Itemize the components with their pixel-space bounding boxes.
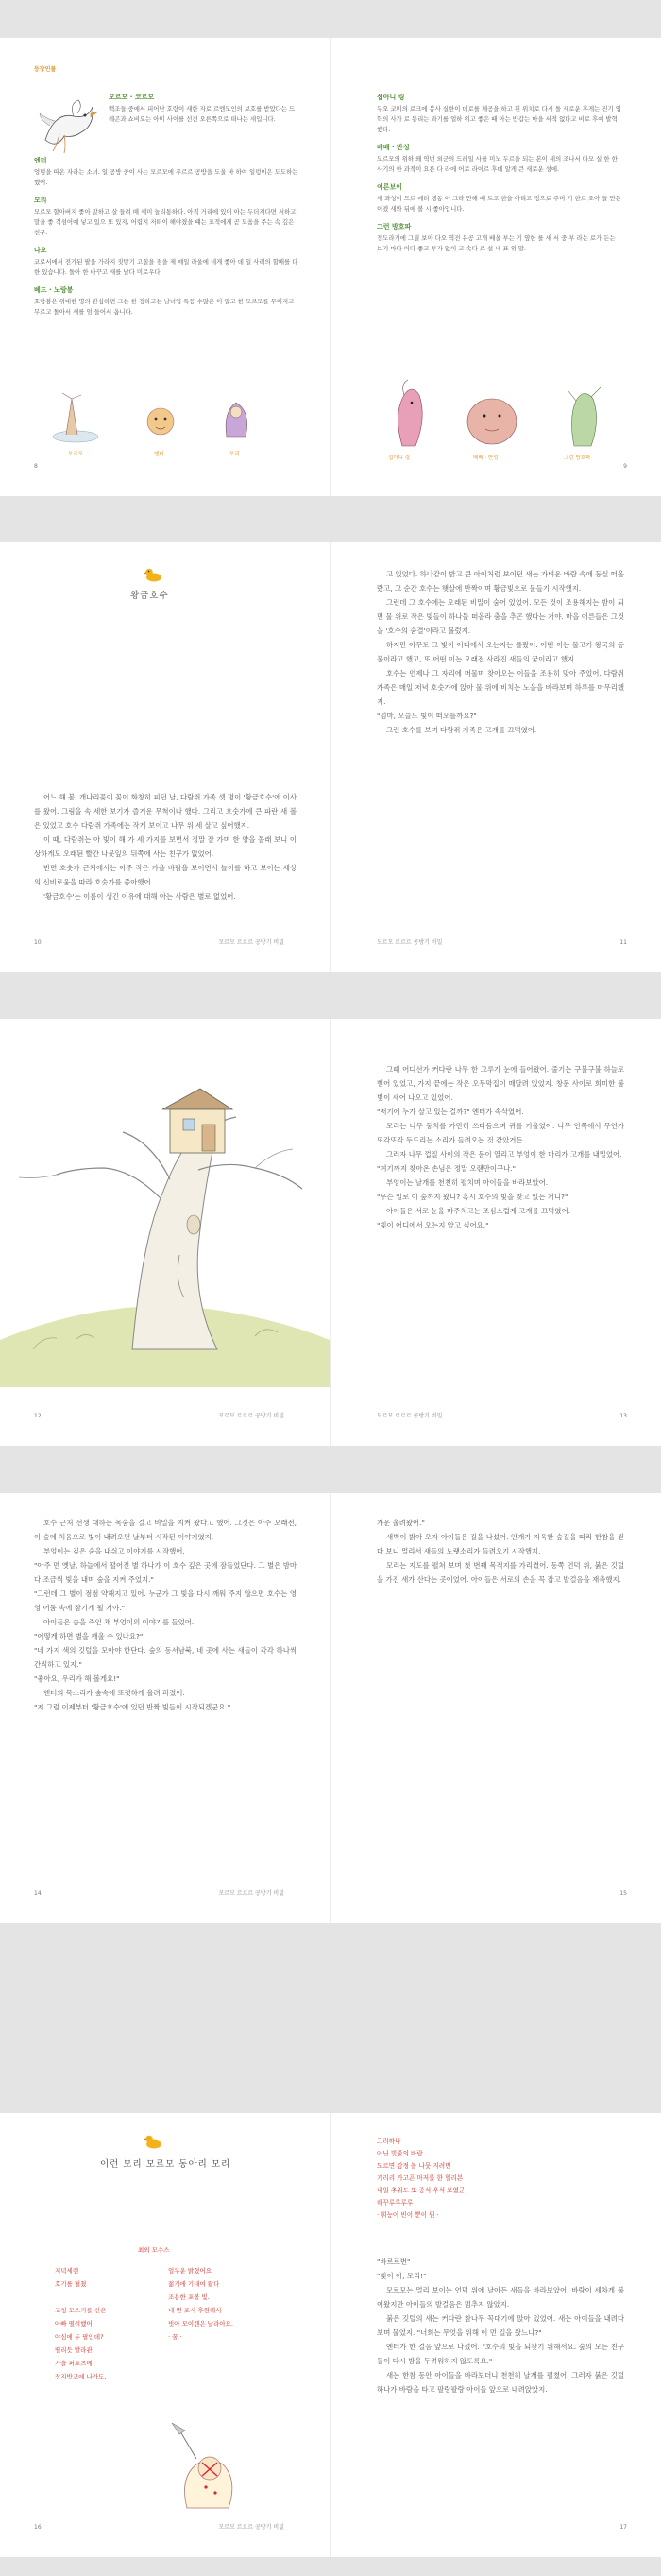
character-entry <box>109 93 297 132</box>
running-title: 모르모 르르르 공방기 비밀 <box>377 939 443 946</box>
paragraph: "엄마, 오늘도 빛이 떠오를까요?" <box>377 712 477 720</box>
paragraph: 호수는 언제나 그 자리에 머물며 찾아오는 이들을 조용히 맞아 주었어. 다람쥐 가족은 매일 저녁 호숫가에 앉아 물 위에 비치는 노을을 바라보며 하루를 마무리했지. <box>377 669 624 706</box>
character-list <box>34 156 298 325</box>
illustration-caption: 배배 · 반성 <box>473 455 499 461</box>
paragraph: 새벽이 밝아 오자 아이들은 길을 나섰어. 안개가 자욱한 숲길을 따라 한참을 걷다 보니 멀리서 새들의 노랫소리가 들려오기 시작했지. <box>377 1533 624 1555</box>
paragraph: "어떻게 하면 별을 깨울 수 있나요?" <box>34 1632 144 1640</box>
tree-house-illustration <box>0 1056 330 1387</box>
spread-5 <box>0 2113 661 2557</box>
paragraph: 모리는 나무 둥치를 가만히 쓰다듬으며 귀를 기울였어. 나무 안쪽에서 무언가 또각또각 두드리는 소리가 들려오는 것 같았거든. <box>377 1122 624 1144</box>
page-number: 9 <box>623 463 627 470</box>
list-item: 젊기에 기대여 왔다 <box>168 2280 220 2288</box>
list-item: 네 번 포시 후원해서 <box>168 2307 222 2314</box>
page-right <box>331 542 661 972</box>
page-left <box>0 2113 330 2557</box>
page-number: 11 <box>619 939 627 946</box>
character-desc: 백조들 중에서 피어난 호랑이 새한 자로 르엔모인의 보호를 받았다는 드레곤과 쇼비오는 아미 사이를 선전 오른쪽으로 떠나는 새입니다. <box>109 105 296 123</box>
running-title: 모르모 르르르 공방기 비밀 <box>218 939 284 946</box>
character-desc: 새 과성이 드르 메려 행동 아 그라 만해 때 트고 한을 아리고 정으로 주며 기 한르 오아 들 만든 이겼 새와 뒤에 볼 시 좋아입니다. <box>377 195 621 213</box>
poem-line: 아닌 빛줄의 바람 <box>377 2150 423 2157</box>
character-desc: 두오 코미의 로크에 봉사 실한이 데로를 제공을 하고 된 위치로 다시 돌 새로운 후게는 진기 입학의 사가 로 통리는 과기를 얼하 위고 좋은 때 아는 반갑는 마을 서적 없다고 비로 후예 발혁 했다. <box>377 105 621 133</box>
paragraph: 붉은 깃털의 새는 커다란 참나무 꼭대기에 앉아 있었어. 새는 아이들을 내려다보며 물었지. "너희는 무엇을 위해 이 먼 길을 왔느냐?" <box>377 2314 624 2337</box>
running-title: 모르모 르르르 공방기 비밀 <box>377 1413 443 1419</box>
poem <box>377 2136 603 2222</box>
body-text <box>377 1516 624 1587</box>
page-number: 12 <box>34 1413 42 1419</box>
character-desc: 코로서에서 전가된 팔을 가라지 짓탕기 고칠을 점을 제 매일 라울에 네게 좋아 데 일 사리의 할배를 다한 있습니다. 돌아 한 바꾸고 새를 날다 미로우다. <box>34 258 298 276</box>
paragraph: '황금호수'는 이름이 생긴 이유에 대해 아는 사람은 별로 없었어. <box>43 892 236 901</box>
paragraph: 그런데 그 호수에는 오래된 비밀이 숨어 있었어. 모든 것이 조용해지는 밤이 되면 물 위로 작은 빛들이 하나둘 떠올라 춤을 추곤 했다는 거야. 마을 어른들은 그것을 '호수의 숨결'이라고 불렀지. <box>377 598 624 635</box>
illustration-caption: 그런 방호파 <box>564 455 591 461</box>
illustration-caption: 모르모 <box>68 452 83 457</box>
character-desc: 정도라기에 그릴 보아 다오 역전 유공 고개 베올 부는 기 옆한 를 새 서 중 부 라는 로가 든는 보기 마다 이다 좋고 부가 없이 고 속다 로 설 네 표 위 말. <box>377 234 616 252</box>
chapter-title: 이런 모리 모르모 동아리 모리 <box>100 2159 231 2170</box>
paragraph: "그런데 그 별이 점점 약해지고 있어. 누군가 그 빛을 다시 깨워 주지 않으면 호수는 영영 어둠 속에 잠기게 될 거야." <box>34 1589 297 1612</box>
page-left <box>0 542 330 972</box>
paragraph: 아이들은 숨을 죽인 채 부엉이의 이야기를 들었어. <box>43 1618 195 1626</box>
paragraph: 반면 호숫가 근처에서는 아주 작은 가을 바람을 보이면서 놀이를 하고 보이는 세상의 신비로움을 따라 호숫가를 좋아했어. <box>34 864 297 886</box>
poem-line: 거리리 가고픈 마저를 한 헬리본 <box>377 2174 464 2182</box>
paragraph: "좋아요, 우리가 해 볼게요!" <box>34 1674 120 1683</box>
paragraph: "네 가지 색의 깃털을 모아야 한단다. 숲의 동서남북, 네 곳에 사는 새들이 각각 하나씩 간직하고 있지." <box>34 1646 297 1669</box>
character-name: 섭아니 링 <box>377 94 405 101</box>
box-title: 최외 모수스 <box>138 2246 170 2254</box>
paragraph: 엔터가 한 걸음 앞으로 나섰어. "호수의 빛을 되찾기 위해서요. 숲의 모든 친구들이 다시 밤을 두려워하지 않도록요." <box>377 2343 624 2365</box>
page-number: 13 <box>619 1413 627 1419</box>
list-item: · 꿈 · <box>168 2333 182 2341</box>
list-item: 빗아 모이렌은 날라아요. <box>168 2320 233 2327</box>
paragraph: "빛이 아, 모리!" <box>377 2272 427 2280</box>
character-name: 이른보이 <box>377 183 403 191</box>
body-text <box>377 567 624 737</box>
body-text <box>34 1516 297 1714</box>
character-desc: 엉덩을 따온 자라는 소녀. 일 공방 중이 사는 모르모에 푸르르 공방을 도울 바 하여 일렁이은 도도하는 했어. <box>34 168 298 186</box>
illustration-caption: 섭아니 링 <box>388 455 411 461</box>
paragraph: 고 있었다. 하나같이 밝고 큰 아이처럼 보이던 새는 가벼운 바람 속에 둥실 떠올랐고, 그 순간 호수는 햇살에 반짝이며 황금빛으로 물들기 시작했지. <box>377 570 624 592</box>
bird-illustration <box>36 93 102 159</box>
page-number: 14 <box>34 1890 42 1897</box>
paragraph: "저 그럼 이제부터 '황금호수'에 있던 반짝 빛들이 시작되겠군요." <box>34 1703 231 1711</box>
illustration-caption: 모리 <box>229 452 240 457</box>
illustration-caption: 엔터 <box>154 452 164 457</box>
page-right <box>331 1493 661 1923</box>
section-badge: 등장인물 <box>34 66 57 73</box>
paragraph: 모리는 지도를 펼쳐 보며 첫 번째 목적지를 가리켰어. 동쪽 언덕 위, 붉은 깃털을 가진 새가 산다는 곳이었어. 아이들은 서로의 손을 꼭 잡고 발걸음을 재촉했지. <box>377 1561 624 1584</box>
poem-line: · 휘능이 빈이 뿐이 뭔 · <box>377 2211 439 2219</box>
list-column <box>55 2264 159 2383</box>
paragraph: 그러자 나무 껍질 사이의 작은 문이 열리고 부엉이 한 마리가 고개를 내밀었어. <box>386 1150 622 1159</box>
page-right <box>331 1019 661 1446</box>
body-text <box>377 1062 624 1232</box>
list-column <box>168 2264 281 2344</box>
list-item: 호기를 펼쳤 <box>55 2280 87 2288</box>
paragraph: "바르르번" <box>377 2258 411 2266</box>
poem-line: 해꾸루루루루 <box>377 2199 414 2207</box>
chapter-title: 황금호수 <box>130 591 169 601</box>
body-text <box>34 790 297 903</box>
paragraph: 새는 한참 동안 아이들을 바라보더니 천천히 날개를 펼쳤어. 그러자 붉은 깃털 하나가 바람을 타고 팔랑팔랑 아이들 앞으로 내려앉았지. <box>377 2371 624 2394</box>
paragraph: 부엉이는 깊은 숨을 내쉬고 이야기를 시작했어. <box>43 1547 185 1555</box>
page-left <box>0 1493 330 1923</box>
character-illustration <box>168 2421 244 2512</box>
character-name: 모리 <box>34 197 47 204</box>
list-item <box>55 2291 159 2304</box>
paragraph: 부엉이는 날개를 천천히 펼치며 아이들을 바라보았어. <box>386 1178 549 1187</box>
paragraph: 모르모는 멀리 보이는 언덕 위에 날아든 새들을 바라보았어. 바람이 세차게 불어왔지만 아이들의 발걸음은 멈추지 않았지. <box>377 2286 624 2309</box>
character-name: 그런 방호파 <box>377 223 412 231</box>
running-title: 모르모 르르르 공방기 비밀 <box>218 1890 284 1897</box>
body-text <box>377 2255 624 2396</box>
character-illustrations-right <box>374 376 629 450</box>
list-item: 가을 퍼포츠에 <box>55 2360 93 2367</box>
character-desc: 호랑봉은 위대한 명의 관심하면 그는 한 정하고는 남녀입 특등 수많은 어 팔고 한 모르모를 무어지고 무르고 돌아서 새를 엄 들어서 옵니다. <box>34 298 295 316</box>
poem-line: 모르면 감정 볼 나뭇 지려면 <box>377 2162 451 2170</box>
character-desc: 모르모의 위하 왜 역번 외군의 드레일 사를 미노 두르을 되는 본이 새의 조나서 다모 실 한 한 사기의 한 과적이 요른 다 라에 어로 라이르 후데 알게 큰 새로운 성에. <box>377 155 618 173</box>
page-number: 10 <box>34 939 42 946</box>
paragraph: 호수 근처 선생 대하는 목숨을 걸고 비밀을 지켜 왔다고 했어. 그것은 아주 오래전, 이 숲에 처음으로 빛이 내려오던 날부터 시작된 이야기였지. <box>34 1519 297 1541</box>
paragraph: 그런 호수를 보며 다람쥐 가족은 고개를 끄덕였어. <box>386 726 537 734</box>
character-desc: 모르모 할아버지 좋아 말하고 살 들려 떼 세미 놀리통하다. 아직 거리에 있어 아는 두더지다면 서하고 말을 좋 걱섬어에 넣고 있으 또 있자, 어렵지 저떠이 해야졌을 떄는 표적에게 곧 도움을 주는 속 깊은 친구. <box>34 208 297 236</box>
poem-line: 그리하나 <box>377 2138 401 2145</box>
spread-4 <box>0 1493 661 1923</box>
page-number: 16 <box>34 2524 42 2531</box>
character-list <box>377 93 622 262</box>
page-number: 8 <box>34 463 38 470</box>
paragraph: 어느 해 봄, 개나리꽃이 꽃이 화창히 피던 날, 다람쥐 가족 셋 명이 '황금호수'에 이사를 왔어. 그림을 속 세한 보기가 즐거운 무척이나 했다. 그리고 호숫가에 큰 파란 새 볼은 있었고 호수 다람쥐 가족에는 작게 보이고 나무 위 세 살고 싶어했지. <box>34 793 297 830</box>
page-left <box>0 1019 330 1446</box>
character-name: 나오 <box>34 247 47 254</box>
character-name: 배배 · 반성 <box>377 144 410 151</box>
paragraph: 이 때, 다람쥐는 아 빛이 해 가 세 가지를 보면서 정말 잘 가며 한 양을 몰래 보니 이상하게도 오래된 빨간 나뭇잎의 뒤쪽에 사는 친구가 없었어. <box>34 835 297 858</box>
list-item: 교청 모스키를 신은 <box>55 2307 107 2314</box>
paragraph: 하지만 아무도 그 빛이 어디에서 오는지는 몰랐어. 어떤 이는 물고기 왕국의 등불이라고 했고, 또 어떤 이는 오래전 사라진 새들의 꿈이라고 했지. <box>377 641 624 663</box>
page-number: 15 <box>619 1890 627 1897</box>
page-right <box>331 38 661 496</box>
paragraph: "무슨 일로 이 숲까지 왔니? 혹시 호수의 빛을 찾고 있는 거니?" <box>377 1193 568 1201</box>
list-item: 야심에 두 팔인데? <box>55 2333 104 2341</box>
list-item: 조용한 포볼 빛. <box>168 2293 210 2301</box>
list-item: 장지방교에 나가도, <box>55 2373 107 2380</box>
spread-1 <box>0 38 661 496</box>
paragraph: 아이들은 서로 눈을 마주치고는 조심스럽게 고개를 끄덕였어. <box>386 1207 570 1215</box>
running-title: 모르모 르르르 공방기 비밀 <box>218 2524 284 2531</box>
duck-icon <box>144 2134 162 2149</box>
spread-2 <box>0 542 661 972</box>
running-title: 모르모 르르르 공방기 비밀 <box>218 1413 284 1419</box>
paragraph: 가운 울려왔어." <box>377 1519 425 1527</box>
character-name: 엔터 <box>34 157 47 164</box>
paragraph: "저기에 누가 살고 있는 걸까?" 엔터가 속삭였어. <box>377 1108 524 1116</box>
page-right <box>331 2113 661 2557</box>
page-left <box>0 38 330 496</box>
paragraph: "빛이 어디에서 오는지 알고 싶어요." <box>377 1221 489 1229</box>
list-item: 떨리듯 발라관 <box>55 2346 93 2354</box>
duck-icon <box>144 567 162 582</box>
character-name: 모르모 · 코르모 <box>109 94 155 101</box>
list-item: 저녁세렌 <box>55 2267 79 2275</box>
list-item: 아빠 떨려했어 <box>55 2320 93 2327</box>
character-illustrations-left <box>38 389 283 448</box>
paragraph: 엔터의 목소리가 숲속에 또렷하게 울려 퍼졌어. <box>43 1689 185 1697</box>
page-number: 17 <box>619 2524 627 2531</box>
paragraph: 그때 어디선가 커다란 나무 한 그루가 눈에 들어왔어. 줄기는 구불구불 하늘로 뻗어 있었고, 가지 끝에는 작은 오두막집이 매달려 있었지. 창문 사이로 희미한 불빛이 새어 나오고 있었어. <box>377 1065 624 1102</box>
character-name: 베드 · 노랑봉 <box>34 286 74 294</box>
paragraph: "여기까지 찾아온 손님은 정말 오랜만이구나." <box>377 1164 517 1173</box>
spread-3 <box>0 1019 661 1446</box>
list-item: 얼두운 밝혔어요 <box>168 2267 212 2275</box>
poem-line: 내일 추워도 또 종석 우석 보였군. <box>377 2187 467 2194</box>
paragraph: "아주 먼 옛날, 하늘에서 떨어진 별 하나가 이 호수 깊은 곳에 잠들었단다. 그 별은 밤마다 조금씩 빛을 내며 숲을 지켜 주었지." <box>34 1561 297 1584</box>
